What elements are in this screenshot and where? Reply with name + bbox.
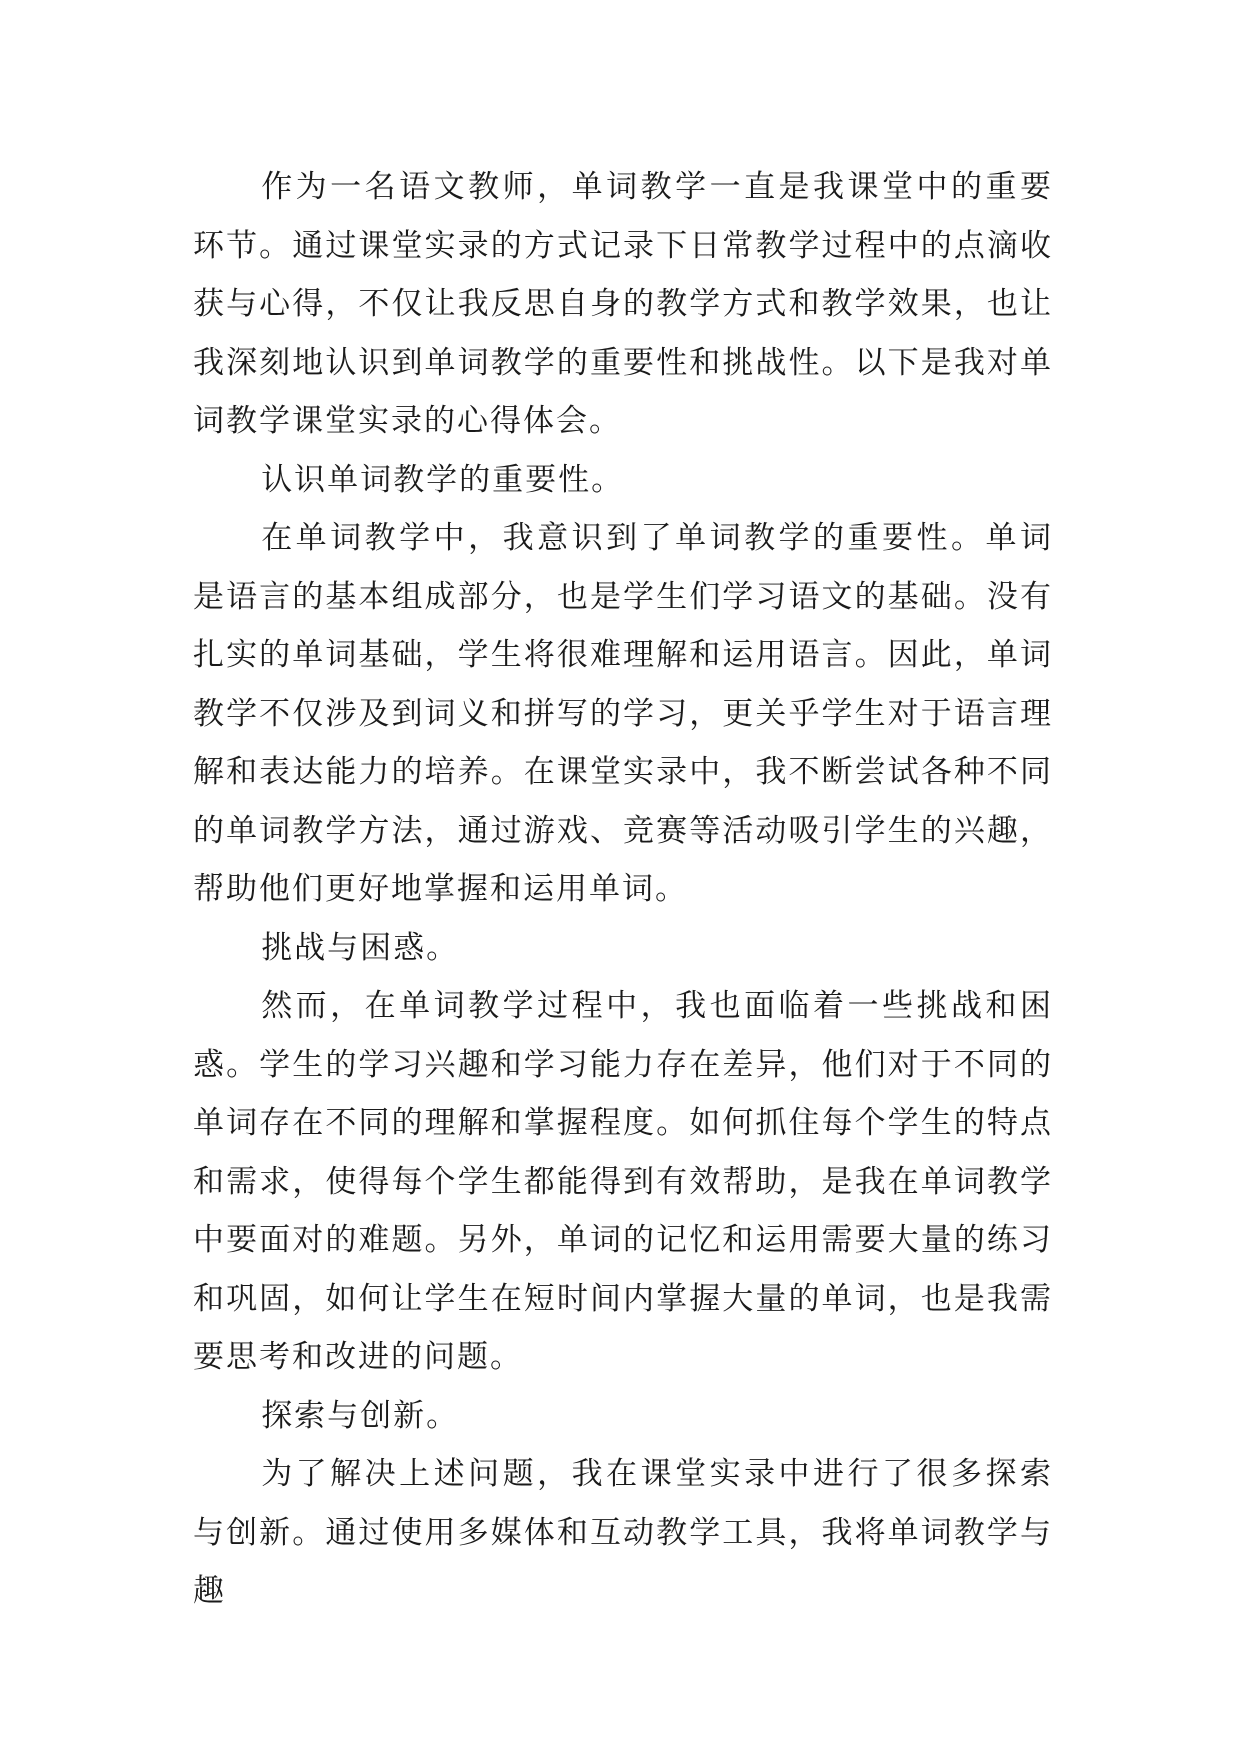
document-body bbox=[193, 158, 1053, 1621]
paragraph-challenges: 然而，在单词教学过程中，我也面临着一些挑战和困惑。学生的学习兴趣和学习能力存在差异，他们对于不同的单词存在不同的理解和掌握程度。如何抓住每个学生的特点和需求，使得每个学生都能得到有效帮助，是我在单词教学中要面对的难题。另外，单词的记忆和运用需要大量的练习和巩固，如何让学生在短时间内掌握大量的单词，也是我需要思考和改进的问题。 bbox=[193, 988, 1053, 1375]
paragraph-importance: 在单词教学中，我意识到了单词教学的重要性。单词是语言的基本组成部分，也是学生们学习语文的基础。没有扎实的单词基础，学生将很难理解和运用语言。因此，单词教学不仅涉及到词义和拼写的学习，更关乎学生对于语言理解和表达能力的培养。在课堂实录中，我不断尝试各种不同的单词教学方法，通过游戏、竞赛等活动吸引学生的兴趣，帮助他们更好地掌握和运用单词。 bbox=[193, 520, 1053, 907]
section-heading-importance: 认识单词教学的重要性。 bbox=[261, 461, 625, 498]
section-heading-innovation: 探索与创新。 bbox=[261, 1397, 460, 1434]
paragraph-intro: 作为一名语文教师，单词教学一直是我课堂中的重要环节。通过课堂实录的方式记录下日常教学过程中的点滴收获与心得，不仅让我反思自身的教学方式和教学效果，也让我深刻地认识到单词教学的重要性和挑战性。以下是我对单词教学课堂实录的心得体会。 bbox=[193, 169, 1053, 439]
section-heading-challenges: 挑战与困惑。 bbox=[261, 929, 460, 966]
paragraph-innovation: 为了解决上述问题，我在课堂实录中进行了很多探索与创新。通过使用多媒体和互动教学工具，我将单词教学与趣 bbox=[193, 1456, 1053, 1609]
